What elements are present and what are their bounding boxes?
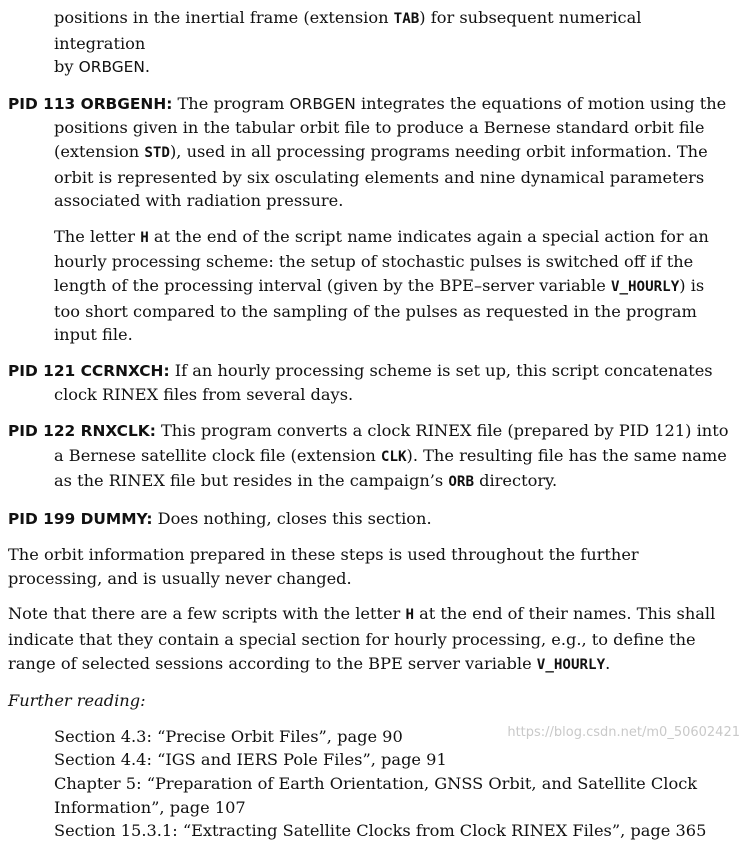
pid-121-item: PID 121 CCRNXCH: If an hourly processing scheme is set up, this script concatenates clock RINEX files from several days. xyxy=(8,360,713,405)
pid-122-heading: PID 122 RNXCLK: xyxy=(8,421,156,440)
reference-item: Chapter 5: “Preparation of Earth Orientation, GNSS Orbit, and Satellite Clock xyxy=(54,774,698,794)
reference-item: Section 15.3.1: “Extracting Satellite Clocks from Clock RINEX Files”, page 365 xyxy=(54,821,707,841)
hourly-note-paragraph: Note that there are a few scripts with the letter H at the end of their names. This shall indicate that they contain a special section for hourly processing, e.g., to define the range of selected sessions according to the BPE server variable V_HOURLY. xyxy=(8,604,716,673)
reference-item: Information”, page 107 xyxy=(54,797,246,817)
pid-113-paragraph-2: The letter H at the end of the script name indicates again a special action for an hourly processing scheme: the setup of stochastic pulses is switched off if the length of the processing interval (given by the BPE–server variable V_HOURLY) is too short compared to the sampling of the pulses as requested in the program input file. xyxy=(54,226,709,345)
watermark: https://blog.csdn.net/m0_50602421 xyxy=(507,725,740,740)
pid-199-item: PID 199 DUMMY: Does nothing, closes this section. xyxy=(8,508,432,528)
pid-113-item: PID 113 ORBGENH: The program ORBGEN integrates the equations of motion using the positions given in the tabular orbit file to produce a Bernese standard orbit file (extension STD), used in all processing programs needing orbit information. The orbit is represented by six osculating elements and nine dynamical parameters associated with radiation pressure. xyxy=(8,93,727,211)
intro-paragraph: positions in the inertial frame (extension TAB) for subsequent numerical integration by ORBGEN. xyxy=(54,8,642,77)
pid-113-heading: PID 113 ORBGENH: xyxy=(8,94,173,113)
reference-item: Section 4.3: “Precise Orbit Files”, page 90 xyxy=(54,726,403,746)
orbit-info-paragraph: The orbit information prepared in these steps is used throughout the further processing, and is usually never changed. xyxy=(8,545,639,588)
pid-121-heading: PID 121 CCRNXCH: xyxy=(8,361,170,380)
reference-item: Section 4.4: “IGS and IERS Pole Files”, page 91 xyxy=(54,750,447,770)
further-reading-heading: Further reading: xyxy=(8,691,146,711)
document-page xyxy=(8,6,732,843)
further-reading-list xyxy=(8,725,732,843)
pid-199-heading: PID 199 DUMMY: xyxy=(8,509,153,528)
pid-122-item: PID 122 RNXCLK: This program converts a clock RINEX file (prepared by PID 121) into a Bernese satellite clock file (extension CLK). The resulting file has the same name as the RINEX file but resides in the campaign’s ORB directory. xyxy=(8,420,729,491)
